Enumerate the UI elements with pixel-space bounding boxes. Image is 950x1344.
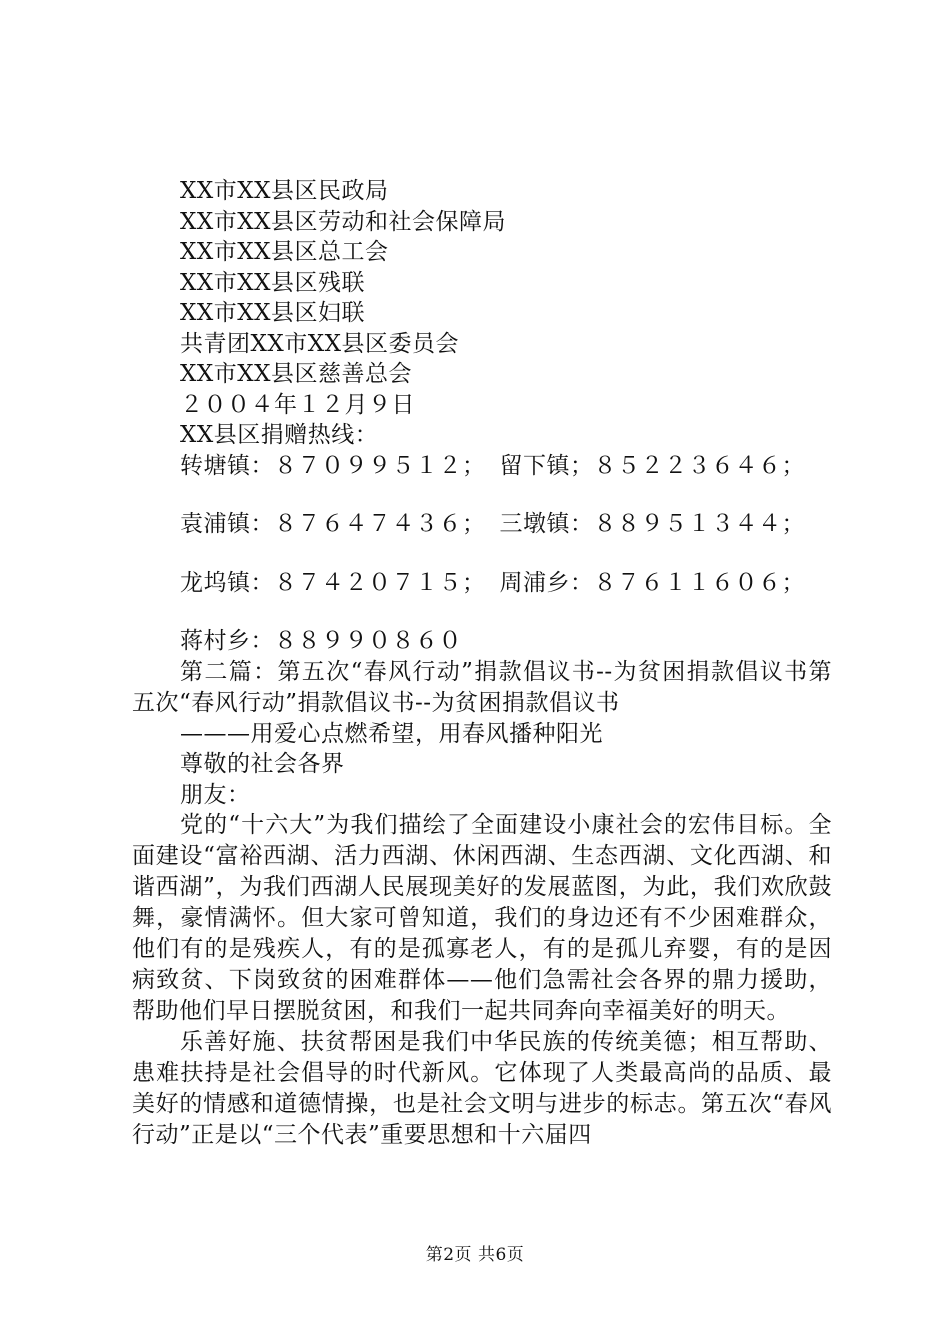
hotline-entry: 龙坞镇：８７４２０７１５；	[180, 569, 486, 596]
body-paragraph: 党的“十六大”为我们描绘了全面建设小康社会的宏伟目标。全面建设“富裕西湖、活力西湖、休闲西湖、生态西湖、文化西湖、和谐西湖”，为我们西湖人民展现美好的发展蓝图，为此，我们欢欣鼓舞，豪情满怀。但大家可曾知道，我们的身边还有不少困难群众，他们有的是残疾人，有的是孤寡老人，有的是孤儿弃婴，有的是因病致贫、下岗致贫的困难群体——他们急需社会各界的鼎力援助，帮助他们早日摆脱贫困，和我们一起共同奔向幸福美好的明天。	[132, 812, 832, 1024]
document-date: ２００４年１２月９日	[180, 391, 415, 418]
signatory-line: XX市XX县区妇联	[180, 300, 365, 326]
hotline-row	[132, 451, 832, 482]
page-footer: 第2页 共6页	[425, 1245, 525, 1265]
hotline-row	[132, 626, 832, 657]
hotline-entry: 三墩镇：８８９５１３４４；	[499, 511, 805, 537]
hotline-block	[132, 420, 832, 657]
section-subtitle: ———用爱心点燃希望，用春风播种阳光	[180, 720, 603, 747]
hotline-row	[132, 509, 832, 540]
salutation: 朋友：	[180, 781, 251, 808]
page-content	[132, 176, 832, 1151]
signatory-line: XX市XX县区残联	[180, 269, 365, 296]
signatory-line: XX市XX县区总工会	[180, 239, 389, 265]
signatory-line: XX市XX县区民政局	[180, 178, 389, 204]
signatory-line: 共青团XX市XX县区委员会	[180, 330, 459, 357]
body-paragraph: 乐善好施、扶贫帮困是我们中华民族的传统美德；相互帮助、患难扶持是社会倡导的时代新风。它体现了人类最高尚的品质、最美好的情感和道德情操，也是社会文明与进步的标志。第五次“春风行动”正是以“三个代表”重要思想和十六届四	[132, 1029, 832, 1148]
hotline-row	[132, 568, 832, 599]
hotline-entry: 袁浦镇：８７６４７４３６；	[180, 511, 486, 537]
signatory-line: XX市XX县区劳动和社会保障局	[180, 208, 506, 235]
hotline-entry: 转塘镇：８７０９９５１２；	[180, 452, 486, 479]
section-heading: 第二篇：第五次“春风行动”捐款倡议书--为贫困捐款倡议书第五次“春风行动”捐款倡议书--为贫困捐款倡议书	[132, 658, 832, 716]
signatory-line: XX市XX县区慈善总会	[180, 361, 412, 387]
hotline-entry: 留下镇；８５２２３６４６；	[499, 452, 805, 479]
signatory-list	[132, 176, 832, 390]
hotline-entry: 蒋村乡：８８９９０８６０	[180, 628, 462, 654]
hotline-title: XX县区捐赠热线：	[180, 422, 379, 448]
salutation: 尊敬的社会各界	[180, 751, 345, 777]
hotline-entry: 周浦乡：８７６１１６０６；	[499, 569, 805, 596]
